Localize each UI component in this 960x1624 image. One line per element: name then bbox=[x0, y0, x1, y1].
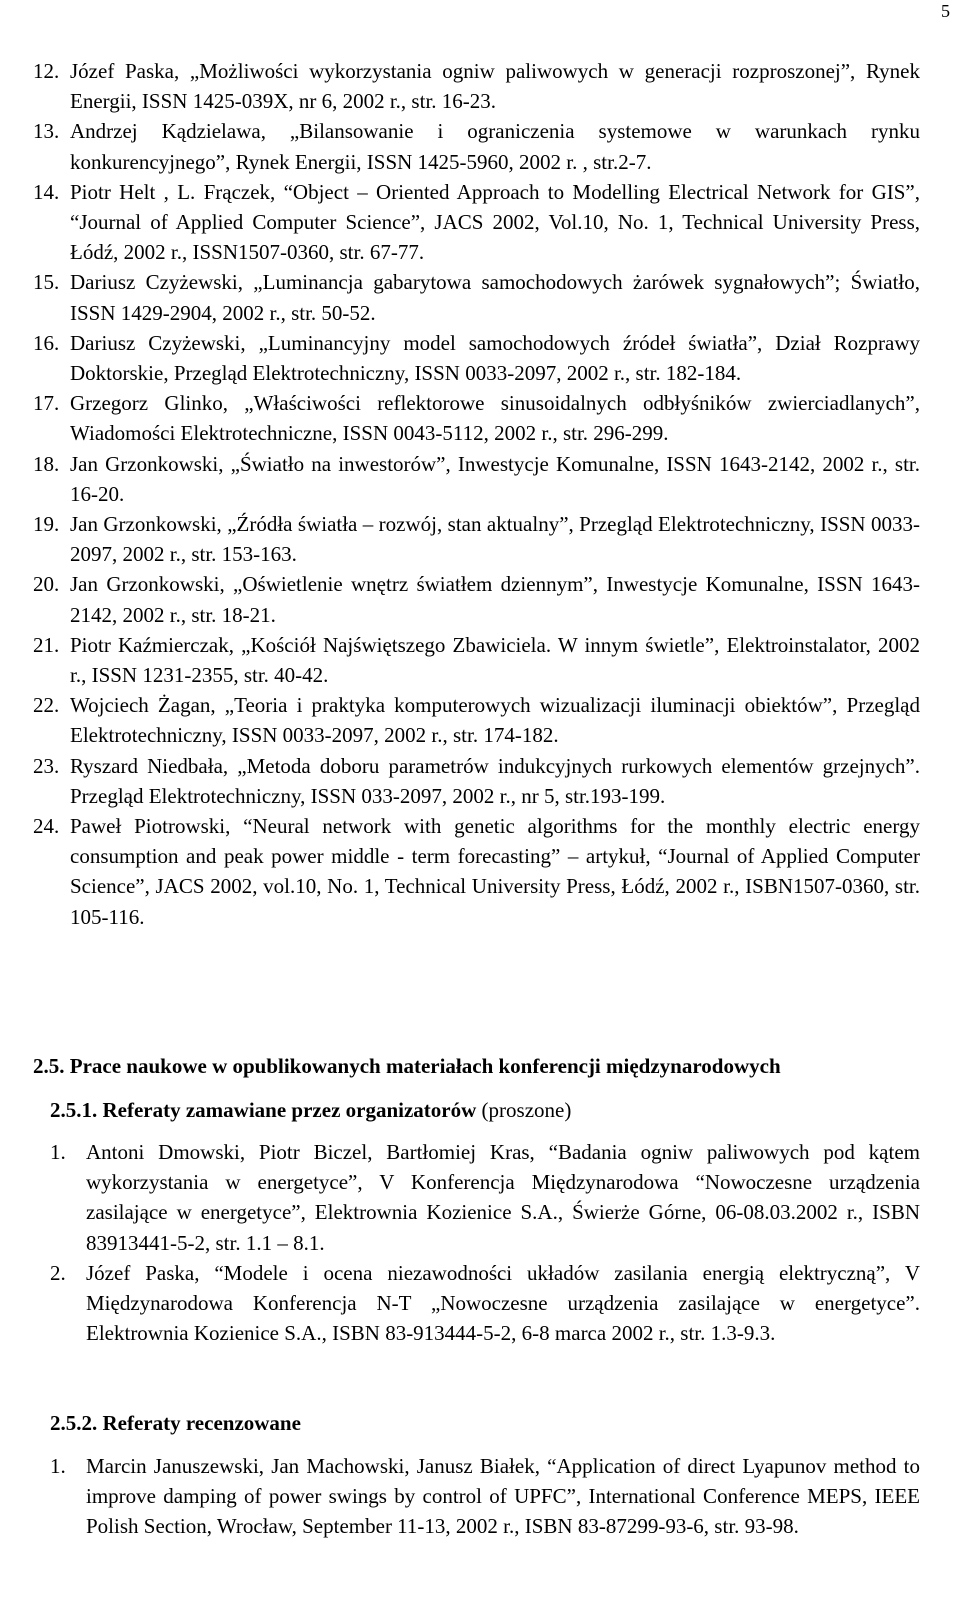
entry-text: Jan Grzonkowski, „Światło na inwestorów”, Inwestycje Komunalne, ISSN 1643-2142, 2002 r., str. 16-20. bbox=[70, 451, 920, 506]
entry-number: 16. bbox=[33, 330, 60, 355]
entry-number: 23. bbox=[33, 753, 60, 778]
publication-entry bbox=[33, 116, 920, 176]
entry-text: Wojciech Żagan, „Teoria i praktyka komputerowych wizualizacji iluminacji obiektów”, Przegląd Elektrotechniczny, ISSN 0033-2097, 2002 r., str. 174-182. bbox=[70, 693, 920, 748]
entry-number: 12. bbox=[33, 59, 60, 83]
entry-text: Józef Paska, „Możliwości wykorzystania ogniw paliwowych w generacji rozproszonej”, Rynek Energii, ISSN 1425-039X, nr 6, 2002 r., str. 16-23. bbox=[70, 59, 920, 114]
subsection-heading-bold: 2.5.1. Referaty zamawiane przez organizatorów bbox=[50, 1098, 477, 1122]
publication-entry bbox=[33, 388, 920, 448]
publication-entry bbox=[33, 449, 920, 509]
entry-text: Józef Paska, “Modele i ocena niezawodności układów zasilania energią elektryczną”, V Międzynarodowa Konferencja N-T „Nowoczesne urządzenia zasilające w energetyce”. Elektrownia Kozienice S.A., ISBN 83-913444-5-2, 6-8 marca 2002 r., str. 1.3-9.3. bbox=[86, 1260, 920, 1346]
publication-entry bbox=[33, 177, 920, 268]
entry-text: Marcin Januszewski, Jan Machowski, Janusz Białek, “Application of direct Lyapunov method to improve damping of power swings by control of UPFC”, International Conference MEPS, IEEE Polish Section, Wrocław, September 11-13, 2002 r., ISBN 83-87299-93-6, str. 93-98. bbox=[86, 1454, 920, 1539]
paper-entry bbox=[50, 1258, 920, 1349]
publication-entry bbox=[33, 328, 920, 388]
entry-number: 20. bbox=[33, 572, 60, 597]
publication-entry bbox=[33, 751, 920, 811]
entry-number: 24. bbox=[33, 814, 60, 839]
entry-text: Piotr Kaźmierczak, „Kościół Najświętszego Zbawiciela. W innym świetle”, Elektroinstalator, 2002 r., ISSN 1231-2355, str. 40-42. bbox=[70, 632, 920, 688]
entry-number: 22. bbox=[33, 693, 60, 718]
entry-text: Piotr Helt , L. Frączek, “Object – Oriented Approach to Modelling Electrical Network for GIS”, “Journal of Applied Computer Science”, JACS 2002, Vol.10, No. 1, Technical University Press, Łódź, 2002 r., ISSN1507-0360, str. 67-77. bbox=[70, 179, 920, 265]
subsection-heading-invited bbox=[50, 1095, 571, 1125]
entry-text: Grzegorz Glinko, „Właściwości reflektorowe sinusoidalnych odbłyśników zwierciadlanych”, Wiadomości Elektrotechniczne, ISSN 0043-5112, 2002 r., str. 296-299. bbox=[70, 391, 920, 446]
entry-text: Paweł Piotrowski, “Neural network with genetic algorithms for the monthly electric energy consumption and peak power middle - term forecasting” – artykuł, “Journal of Applied Computer Science”, JACS 2002, vol.10, No. 1, Technical University Press, Łódź, 2002 r., ISBN1507-0360, str. 105-116. bbox=[70, 814, 920, 929]
publication-entry bbox=[33, 569, 920, 629]
entry-text: Dariusz Czyżewski, „Luminancyjny model samochodowych źródeł światła”, Dział Rozprawy Doktorskie, Przegląd Elektrotechniczny, ISSN 0033-2097, 2002 r., str. 182-184. bbox=[70, 330, 920, 386]
section-heading: 2.5. Prace naukowe w opublikowanych materiałach konferencji międzynarodowych bbox=[33, 1054, 781, 1078]
entry-text: Jan Grzonkowski, „Źródła światła – rozwój, stan aktualny”, Przegląd Elektrotechniczny, ISSN 0033-2097, 2002 r., str. 153-163. bbox=[70, 512, 920, 567]
entry-text: Antoni Dmowski, Piotr Biczel, Bartłomiej Kras, “Badania ogniw paliwowych pod kątem wykorzystania w energetyce”, V Konferencja Międzynarodowa “Nowoczesne urządzenia zasilające w energetyce”, Elektrownia Kozienice S.A., Świerże Górne, 06-08.03.2002 r., ISBN 83913441-5-2, str. 1.1 – 8.1. bbox=[86, 1140, 920, 1255]
subsection-heading-bold: 2.5.2. Referaty recenzowane bbox=[50, 1411, 301, 1435]
subsection-heading-note: (proszone) bbox=[476, 1098, 572, 1122]
entry-number: 1. bbox=[50, 1454, 66, 1478]
reviewed-papers-list bbox=[50, 1451, 920, 1542]
publication-list bbox=[33, 56, 920, 932]
entry-number: 15. bbox=[33, 270, 60, 295]
entry-number: 17. bbox=[33, 391, 60, 416]
publication-entry bbox=[33, 630, 920, 690]
entry-number: 1. bbox=[50, 1140, 66, 1164]
entry-number: 13. bbox=[33, 119, 60, 144]
entry-number: 14. bbox=[33, 179, 60, 204]
publication-entry bbox=[33, 811, 920, 932]
entry-text: Jan Grzonkowski, „Oświetlenie wnętrz światłem dziennym”, Inwestycje Komunalne, ISSN 1643-2142, 2002 r., str. 18-21. bbox=[70, 572, 920, 627]
entry-text: Ryszard Niedbała, „Metoda doboru parametrów indukcyjnych rurkowych elementów grzejnych”. Przegląd Elektrotechniczny, ISSN 033-2097, 2002 r., nr 5, str.193-199. bbox=[70, 753, 920, 808]
subsection-heading-reviewed bbox=[50, 1408, 301, 1438]
entry-number: 2. bbox=[50, 1260, 66, 1285]
invited-papers-list bbox=[50, 1137, 920, 1348]
entry-number: 21. bbox=[33, 632, 60, 657]
publication-entry bbox=[33, 690, 920, 750]
page-number: 5 bbox=[941, 1, 950, 21]
paper-entry bbox=[50, 1451, 920, 1542]
paper-entry bbox=[50, 1137, 920, 1258]
entry-number: 19. bbox=[33, 512, 60, 537]
publication-entry bbox=[33, 509, 920, 569]
entry-text: Dariusz Czyżewski, „Luminancja gabarytowa samochodowych żarówek sygnałowych”; Światło, ISSN 1429-2904, 2002 r., str. 50-52. bbox=[70, 270, 920, 325]
entry-text: Andrzej Kądzielawa, „Bilansowanie i ograniczenia systemowe w warunkach rynku konkurencyjnego”, Rynek Energii, ISSN 1425-5960, 2002 r. , str.2-7. bbox=[70, 119, 920, 174]
publication-entry bbox=[33, 267, 920, 327]
entry-number: 18. bbox=[33, 451, 60, 476]
publication-entry bbox=[33, 56, 920, 116]
